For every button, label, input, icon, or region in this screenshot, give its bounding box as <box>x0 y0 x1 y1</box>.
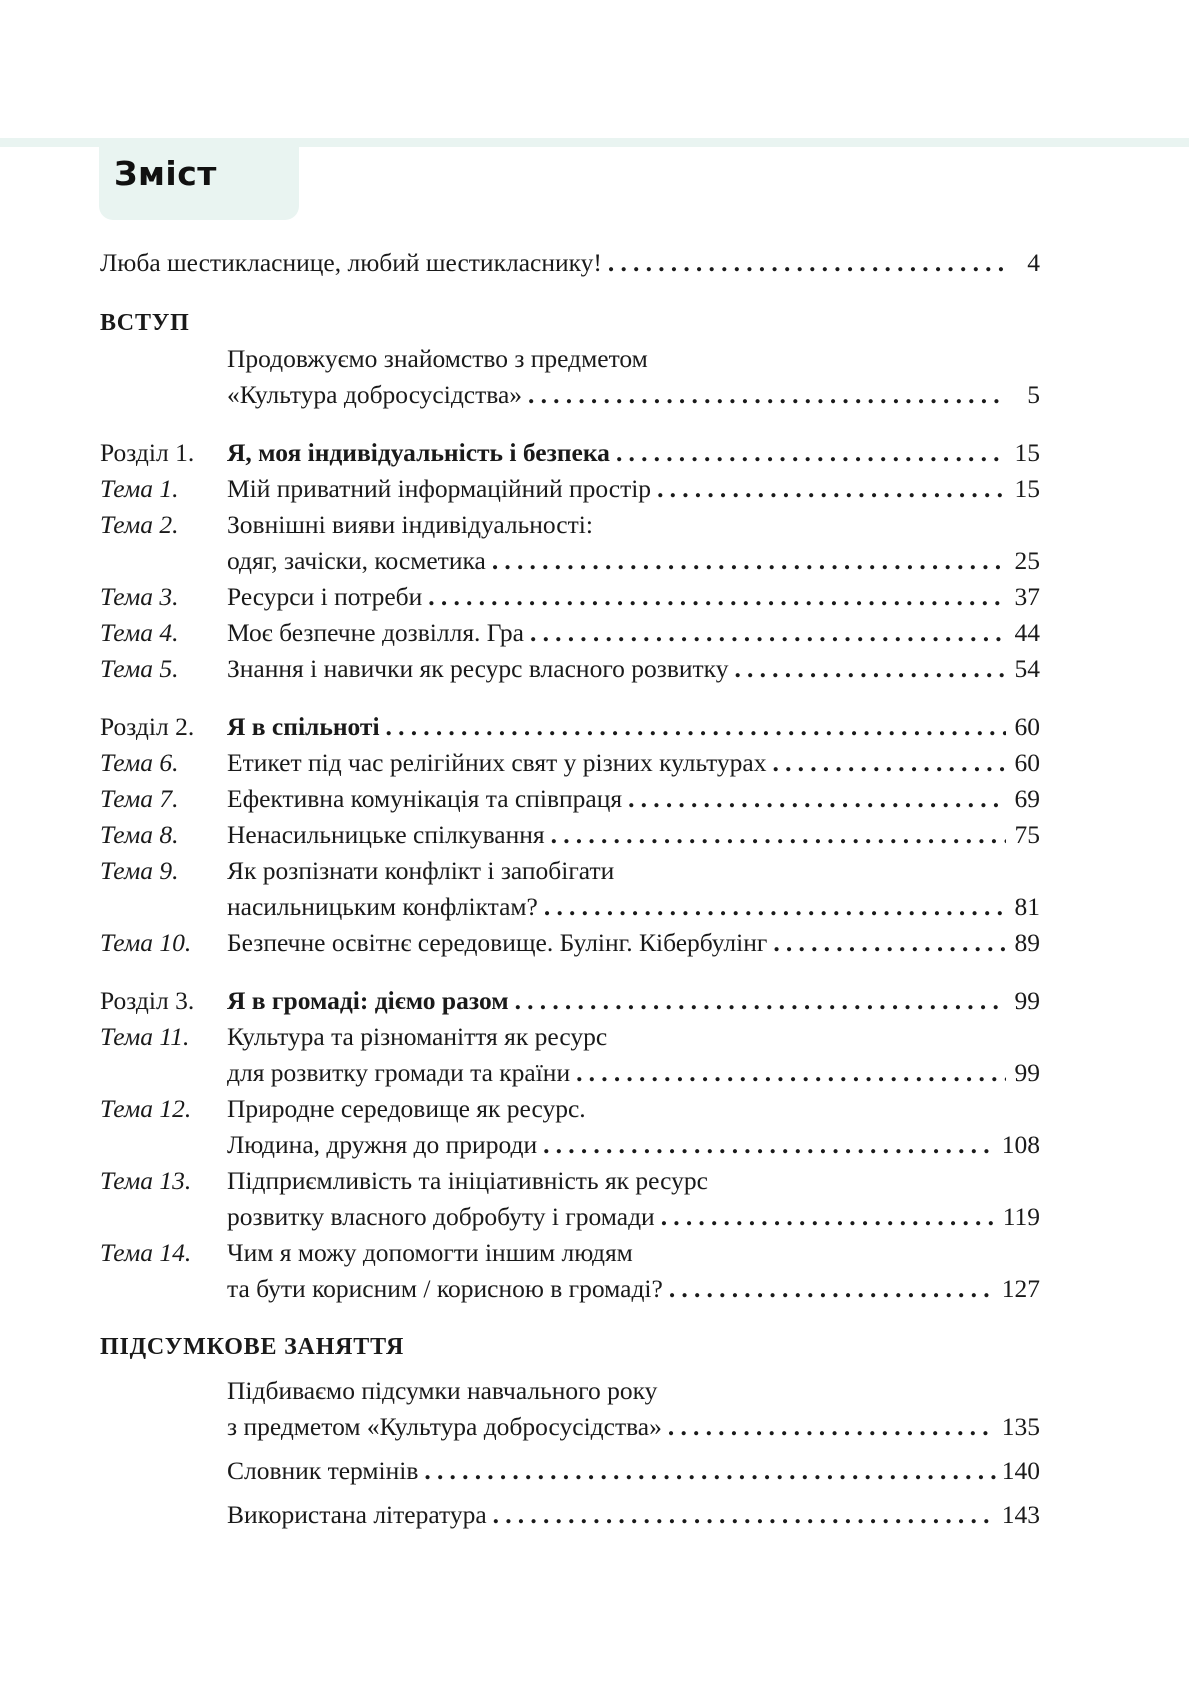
dot-leader <box>424 1453 995 1489</box>
topic-title: Природне середовище як ресурс. <box>227 1094 586 1123</box>
topic-title: Людина, дружня до природи <box>227 1130 538 1159</box>
toc-heading-final <box>100 1329 1040 1365</box>
toc-page-number: 60 <box>1014 712 1040 741</box>
topic-label: Тема 10. <box>100 928 192 957</box>
toc-entry-vstup-line1[interactable] <box>100 341 1040 377</box>
section-label: Розділ 3. <box>100 986 195 1015</box>
toc-page-number: 54 <box>1014 654 1040 683</box>
toc-section-1[interactable] <box>100 435 1040 471</box>
dot-leader <box>773 925 1006 961</box>
toc-entry-text: Продовжуємо знайомство з предметом <box>227 344 648 373</box>
topic-list <box>100 471 1040 687</box>
toc-entry-final-line1[interactable] <box>100 1373 1040 1409</box>
toc-entry-text: Словник термінів <box>227 1456 419 1485</box>
dot-leader <box>530 615 1006 651</box>
topic-label: Тема 9. <box>100 856 179 885</box>
topic-title: Зовнішні вияви індивідуальності: <box>227 510 593 539</box>
toc-entry-text: Підбиваємо підсумки навчального року <box>227 1376 658 1405</box>
toc-topic-row[interactable] <box>100 1091 1040 1127</box>
toc-page-number: 4 <box>1027 248 1040 277</box>
toc-topic-row[interactable] <box>100 507 1040 543</box>
toc-page-number: 37 <box>1014 582 1040 611</box>
topic-title: Як розпізнати конфлікт і запобігати <box>227 856 615 885</box>
dot-leader <box>669 1271 996 1307</box>
topic-title: насильницьким конфліктам? <box>227 892 538 921</box>
dot-leader <box>551 817 1006 853</box>
toc-entry-glossary[interactable] <box>100 1453 1040 1489</box>
topic-label: Тема 4. <box>100 618 179 647</box>
toc-topic-row[interactable] <box>100 579 1040 615</box>
toc-entry-text: Люба шестикласнице, любий шестикласнику! <box>100 248 602 277</box>
dot-leader <box>608 245 1006 281</box>
toc-entry-text: «Культура добросусідства» <box>227 380 523 409</box>
topic-title: Безпечне освітнє середовище. Булінг. Кібербулінг <box>227 928 768 957</box>
toc-topic-row[interactable] <box>100 1235 1040 1271</box>
topic-title: Культура та різноманіття як ресурс <box>227 1022 608 1051</box>
toc-page-number: 135 <box>1001 1412 1040 1441</box>
dot-leader <box>661 1199 997 1235</box>
toc-topic-row[interactable] <box>100 615 1040 651</box>
page-title: Зміст <box>114 154 217 193</box>
section-heading: ПІДСУМКОВЕ ЗАНЯТТЯ <box>100 1334 405 1360</box>
section-title: Я, моя індивідуальність і безпека <box>227 438 610 467</box>
toc-topic-row[interactable] <box>100 1055 1040 1091</box>
toc-page-number: 75 <box>1014 820 1040 849</box>
section-title: Я в спільноті <box>227 712 380 741</box>
toc-topic-row[interactable] <box>100 781 1040 817</box>
topic-label: Тема 1. <box>100 474 179 503</box>
dot-leader <box>576 1055 1006 1091</box>
toc-entry-literature[interactable] <box>100 1497 1040 1533</box>
toc-section-3[interactable] <box>100 983 1040 1019</box>
topic-title: розвитку власного добробуту і громади <box>227 1202 655 1231</box>
toc-page-number: 81 <box>1014 892 1040 921</box>
topic-list <box>100 1019 1040 1307</box>
toc-entry-final[interactable] <box>100 1409 1040 1445</box>
topic-title: Етикет під час релігійних свят у різних культурах <box>227 748 767 777</box>
toc-page-number: 44 <box>1014 618 1040 647</box>
toc-topic-row[interactable] <box>100 543 1040 579</box>
toc-topic-row[interactable] <box>100 745 1040 781</box>
topic-title: Ефективна комунікація та співпраця <box>227 784 623 813</box>
section-2 <box>100 709 1040 961</box>
section-heading: ВСТУП <box>100 310 190 336</box>
topic-label: Тема 5. <box>100 654 179 683</box>
topic-label: Тема 8. <box>100 820 179 849</box>
toc-topic-row[interactable] <box>100 471 1040 507</box>
toc-topic-row[interactable] <box>100 1199 1040 1235</box>
topic-label: Тема 3. <box>100 582 179 611</box>
dot-leader <box>628 781 1006 817</box>
topic-label: Тема 7. <box>100 784 179 813</box>
topic-title: Ресурси і потреби <box>227 582 423 611</box>
topic-title: Ненасильницьке спілкування <box>227 820 545 849</box>
dot-leader <box>428 579 1006 615</box>
toc-page-number: 99 <box>1014 1058 1040 1087</box>
toc-topic-row[interactable] <box>100 651 1040 687</box>
table-of-contents <box>100 245 1040 1533</box>
toc-page-number: 127 <box>1001 1274 1040 1303</box>
toc-entry-text: з предметом «Культура добросусідства» <box>227 1412 662 1441</box>
toc-topic-row[interactable] <box>100 889 1040 925</box>
topic-label: Тема 11. <box>100 1022 190 1051</box>
dot-leader <box>528 377 1006 413</box>
dot-leader <box>493 1497 996 1533</box>
topic-label: Тема 12. <box>100 1094 192 1123</box>
toc-page-number: 5 <box>1027 380 1040 409</box>
toc-topic-row[interactable] <box>100 1271 1040 1307</box>
dot-leader <box>492 543 1006 579</box>
toc-page-number: 89 <box>1014 928 1040 957</box>
topic-label: Тема 2. <box>100 510 179 539</box>
toc-section-2[interactable] <box>100 709 1040 745</box>
toc-topic-row[interactable] <box>100 817 1040 853</box>
dot-leader <box>668 1409 996 1445</box>
toc-topic-row[interactable] <box>100 1163 1040 1199</box>
dot-leader <box>734 651 1006 687</box>
toc-entry-intro[interactable] <box>100 245 1040 281</box>
toc-entry-vstup[interactable] <box>100 377 1040 413</box>
toc-page-number: 69 <box>1014 784 1040 813</box>
toc-page-number: 60 <box>1014 748 1040 777</box>
topic-title: та бути корисним / корисною в громаді? <box>227 1274 663 1303</box>
toc-heading-vstup <box>100 305 1040 341</box>
dot-leader <box>515 983 1006 1019</box>
dot-leader <box>657 471 1006 507</box>
section-1 <box>100 435 1040 687</box>
toc-page-number: 25 <box>1014 546 1040 575</box>
topic-title: Підприємливість та ініціативність як ресурс <box>227 1166 708 1195</box>
section-label: Розділ 2. <box>100 712 195 741</box>
topic-label: Тема 6. <box>100 748 179 777</box>
toc-page-number: 99 <box>1014 986 1040 1015</box>
toc-page-number: 119 <box>1002 1202 1040 1231</box>
dot-leader <box>544 889 1006 925</box>
toc-entry-text: Використана література <box>227 1500 487 1529</box>
topic-title: Моє безпечне дозвілля. Гра <box>227 618 524 647</box>
dot-leader <box>543 1127 996 1163</box>
toc-page-number: 140 <box>1001 1456 1040 1485</box>
section-3 <box>100 983 1040 1307</box>
dot-leader <box>616 435 1006 471</box>
toc-page-number: 143 <box>1001 1500 1040 1529</box>
topic-title: одяг, зачіски, косметика <box>227 546 486 575</box>
topic-label: Тема 14. <box>100 1238 192 1267</box>
topic-title: Знання і навички як ресурс власного розвитку <box>227 654 729 683</box>
topic-list <box>100 745 1040 961</box>
toc-topic-row[interactable] <box>100 1127 1040 1163</box>
toc-topic-row[interactable] <box>100 853 1040 889</box>
dot-leader <box>773 745 1007 781</box>
section-label: Розділ 1. <box>100 438 195 467</box>
topic-label: Тема 13. <box>100 1166 192 1195</box>
dot-leader <box>386 709 1006 745</box>
topic-title: Чим я можу допомогти іншим людям <box>227 1238 633 1267</box>
section-title: Я в громаді: діємо разом <box>227 986 509 1015</box>
title-tab <box>99 138 299 220</box>
topic-title: Мій приватний інформаційний простір <box>227 474 652 503</box>
toc-topic-row[interactable] <box>100 925 1040 961</box>
toc-page-number: 15 <box>1014 474 1040 503</box>
toc-topic-row[interactable] <box>100 1019 1040 1055</box>
toc-page-number: 108 <box>1001 1130 1040 1159</box>
topic-title: для розвитку громади та країни <box>227 1058 571 1087</box>
toc-page-number: 15 <box>1014 438 1040 467</box>
